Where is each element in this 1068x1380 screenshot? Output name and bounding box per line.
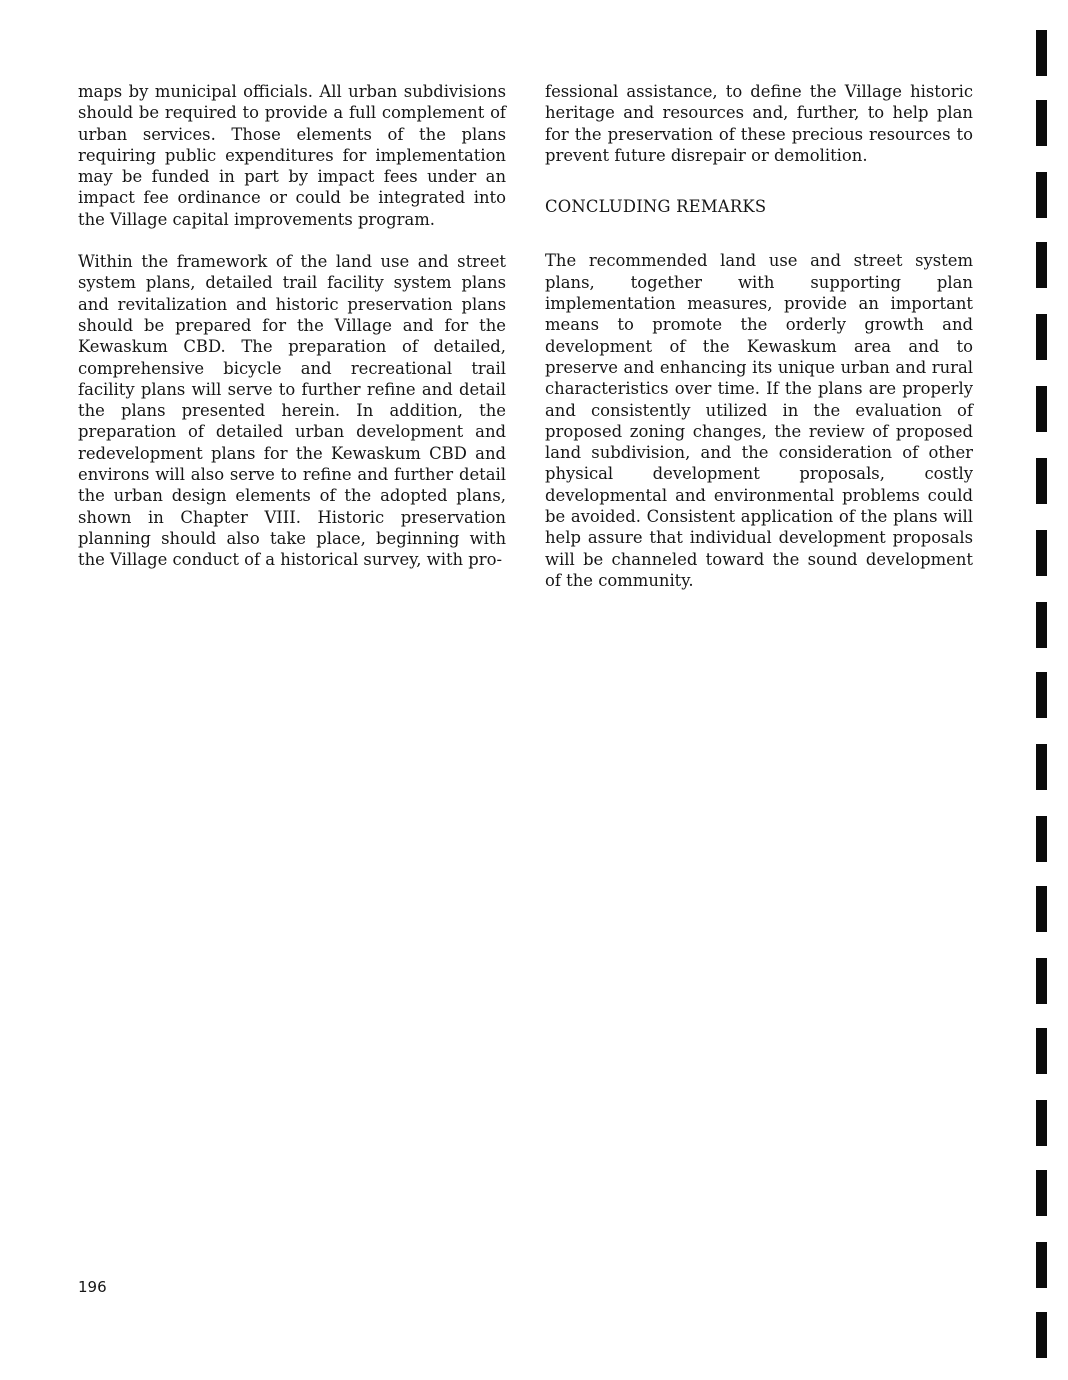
section-heading: CONCLUDING REMARKS — [545, 197, 767, 217]
binding-mark — [1036, 744, 1047, 790]
binding-mark — [1036, 386, 1047, 432]
binding-mark — [1036, 1170, 1047, 1216]
body-paragraph-continuation: fessional assistance, to define the Village historic heritage and resources and, further, to help plan for the preservation of these precious resources to prevent future disrepair or demolition. — [545, 82, 973, 165]
binding-mark — [1036, 1028, 1047, 1074]
binding-mark — [1036, 1242, 1047, 1288]
binding-mark — [1036, 958, 1047, 1004]
binding-mark — [1036, 242, 1047, 288]
right-text-column — [545, 81, 973, 591]
binding-mark — [1036, 314, 1047, 360]
binding-mark — [1036, 1100, 1047, 1146]
body-paragraph: maps by municipal officials. All urban subdivisions should be required to provide a full complement of urban services. Those elements of the plans requiring public expenditures for implementation may be funded in part by impact fees under an impact fee ordinance or could be integrated into the Village capital improvements program. — [78, 82, 506, 229]
page-number: 196 — [78, 1278, 107, 1296]
binding-mark — [1036, 816, 1047, 862]
binding-mark — [1036, 886, 1047, 932]
binding-mark — [1036, 30, 1047, 76]
body-paragraph: The recommended land use and street system plans, together with supporting plan implementation measures, provide an important means to promote the orderly growth and development of the Kewaskum area and to preserve and enhancing its unique urban and rural characteristics over time. If the plans are properly and consistently utilized in the evaluation of proposed zoning changes, the review of proposed land subdivision, and the consideration of other physical development proposals, costly developmental and environmental problems could be avoided. Consistent application of the plans will help assure that individual development proposals will be channeled toward the sound development of the community. — [545, 251, 973, 590]
binding-mark — [1036, 602, 1047, 648]
binding-mark — [1036, 458, 1047, 504]
binding-mark — [1036, 100, 1047, 146]
binding-mark — [1036, 1312, 1047, 1358]
body-paragraph: Within the framework of the land use and street system plans, detailed trail facility system plans and revitalization and historic preservation plans should be prepared for the Village and for the Kewaskum CBD. The preparation of detailed, comprehensive bicycle and recreational trail facility plans will serve to further refine and detail the plans presented herein. In addition, the preparation of detailed urban development and redevelopment plans for the Kewaskum CBD and environs will also serve to refine and further detail the urban design elements of the adopted plans, shown in Chapter VIII. Historic preservation planning should also take place, beginning with the Village conduct of a historical survey, with pro- — [78, 252, 506, 570]
binding-mark — [1036, 672, 1047, 718]
binding-mark — [1036, 172, 1047, 218]
left-text-column — [78, 81, 506, 571]
binding-mark — [1036, 530, 1047, 576]
